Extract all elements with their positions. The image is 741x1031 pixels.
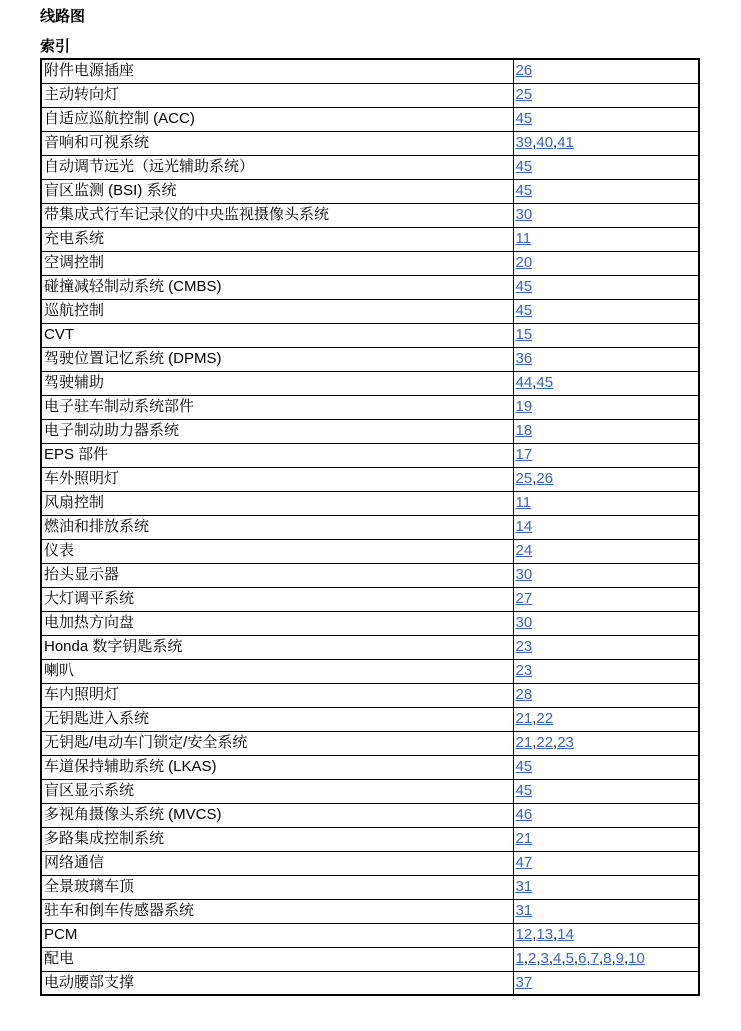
- page-link[interactable]: 14: [515, 518, 533, 535]
- page-link[interactable]: 20: [515, 254, 533, 271]
- page-link[interactable]: 11: [515, 230, 532, 247]
- index-item-label: 风扇控制: [41, 491, 513, 515]
- page-link[interactable]: 6: [578, 950, 587, 967]
- index-row: [41, 131, 699, 155]
- page-link[interactable]: 25: [515, 470, 533, 487]
- page-links: [513, 659, 699, 683]
- page-link[interactable]: 37: [515, 973, 533, 991]
- index-item-label: 巡航控制: [41, 299, 513, 323]
- index-row: [41, 515, 699, 539]
- page-links: [513, 851, 699, 875]
- index-item-label: 驾驶位置记忆系统 (DPMS): [41, 347, 513, 371]
- page-link[interactable]: 31: [515, 902, 533, 919]
- page-link-separator: ,: [553, 134, 558, 151]
- page-links: [513, 59, 699, 83]
- index-row: [41, 779, 699, 803]
- index-item-label: 无钥匙进入系统: [41, 707, 513, 731]
- page-links: [513, 395, 699, 419]
- index-item-label: 电加热方向盘: [41, 611, 513, 635]
- index-row: [41, 923, 699, 947]
- page-links: [513, 155, 699, 179]
- index-row: [41, 371, 699, 395]
- index-item-label: 空调控制: [41, 251, 513, 275]
- index-row: [41, 971, 699, 995]
- page-links: [513, 875, 699, 899]
- index-row: [41, 251, 699, 275]
- index-row: [41, 851, 699, 875]
- index-item-label: 充电系统: [41, 227, 513, 251]
- page-link[interactable]: 21: [515, 830, 533, 847]
- page-link[interactable]: 1: [515, 950, 524, 967]
- page-link-separator: ,: [532, 374, 537, 391]
- page-links: [513, 275, 699, 299]
- index-row: [41, 83, 699, 107]
- page-links: [513, 467, 699, 491]
- page-link-separator: ,: [573, 950, 579, 967]
- index-item-label: 全景玻璃车顶: [41, 875, 513, 899]
- index-row: [41, 659, 699, 683]
- index-item-label: 音响和可视系统: [41, 131, 513, 155]
- index-row: [41, 731, 699, 755]
- index-row: [41, 299, 699, 323]
- index-row: [41, 227, 699, 251]
- page-links: [513, 83, 699, 107]
- page-link[interactable]: 36: [515, 350, 533, 367]
- page-links: [513, 755, 699, 779]
- index-item-label: 配电: [41, 947, 513, 971]
- index-item-label: 自适应巡航控制 (ACC): [41, 107, 513, 131]
- page-links: [513, 251, 699, 275]
- index-row: [41, 563, 699, 587]
- page-link[interactable]: 15: [515, 326, 533, 343]
- index-item-label: 抬头显示器: [41, 563, 513, 587]
- page-links: [513, 827, 699, 851]
- page-link-separator: ,: [532, 926, 537, 943]
- index-row: [41, 443, 699, 467]
- index-item-label: 盲区显示系统: [41, 779, 513, 803]
- index-item-label: 大灯调平系统: [41, 587, 513, 611]
- page-link[interactable]: 27: [515, 590, 533, 607]
- page-link[interactable]: 18: [515, 422, 533, 439]
- index-row: [41, 275, 699, 299]
- page-link[interactable]: 28: [515, 686, 533, 703]
- index-row: [41, 467, 699, 491]
- index-item-label: 碰撞减轻制动系统 (CMBS): [41, 275, 513, 299]
- page-link[interactable]: 45: [515, 182, 533, 199]
- page-link[interactable]: 47: [515, 854, 533, 871]
- page-links: [513, 227, 699, 251]
- page-link-separator: ,: [536, 950, 541, 967]
- index-item-label: 盲区监测 (BSI) 系统: [41, 179, 513, 203]
- page-link[interactable]: 40: [536, 134, 554, 151]
- index-item-label: Honda 数字钥匙系统: [41, 635, 513, 659]
- page-link-separator: ,: [561, 950, 566, 967]
- page-link[interactable]: 44: [515, 374, 533, 391]
- page-link[interactable]: 24: [515, 542, 533, 559]
- index-item-label: 带集成式行车记录仪的中央监视摄像头系统: [41, 203, 513, 227]
- index-row: [41, 707, 699, 731]
- page-link[interactable]: 45: [515, 278, 533, 295]
- page-link[interactable]: 30: [515, 206, 533, 223]
- page-link[interactable]: 39: [515, 134, 533, 151]
- page-links: [513, 371, 699, 395]
- page-link-separator: ,: [553, 734, 558, 751]
- index-table: [40, 58, 700, 996]
- page-links: [513, 419, 699, 443]
- page-link-separator: ,: [553, 926, 558, 943]
- page-links: [513, 971, 699, 995]
- page-link-separator: ,: [532, 734, 537, 751]
- index-row: [41, 347, 699, 371]
- index-item-label: 主动转向灯: [41, 83, 513, 107]
- index-item-label: 无钥匙/电动车门锁定/安全系统: [41, 731, 513, 755]
- page-link[interactable]: 13: [536, 926, 554, 943]
- page-link[interactable]: 19: [515, 398, 533, 415]
- page-links: [513, 803, 699, 827]
- page-link[interactable]: 26: [515, 62, 533, 80]
- index-item-label: 自动调节远光（远光辅助系统）: [41, 155, 513, 179]
- index-item-label: 附件电源插座: [41, 59, 513, 83]
- page-links: [513, 515, 699, 539]
- section-title: 索引: [40, 38, 71, 55]
- index-row: [41, 611, 699, 635]
- page-link-separator: ,: [532, 134, 537, 151]
- index-item-label: 驾驶辅助: [41, 371, 513, 395]
- page-link[interactable]: 25: [515, 86, 533, 103]
- page-link[interactable]: 30: [515, 614, 533, 631]
- page-link[interactable]: 45: [536, 374, 554, 391]
- index-row: [41, 155, 699, 179]
- page-links: [513, 683, 699, 707]
- page-links: [513, 203, 699, 227]
- page-link[interactable]: 22: [536, 734, 554, 751]
- index-row: [41, 59, 699, 83]
- page-link[interactable]: 30: [515, 566, 533, 583]
- page-link-separator: ,: [611, 950, 616, 967]
- page-link[interactable]: 11: [515, 494, 532, 511]
- page-title: 线路图: [40, 8, 86, 25]
- index-row: [41, 419, 699, 443]
- page-link-separator: ,: [598, 950, 604, 967]
- page-link[interactable]: 23: [515, 638, 533, 655]
- index-item-label: 驻车和倒车传感器系统: [41, 899, 513, 923]
- page-link[interactable]: 45: [515, 782, 533, 799]
- page-links: [513, 899, 699, 923]
- page-links: [513, 323, 699, 347]
- page-links: [513, 563, 699, 587]
- index-item-label: 车道保持辅助系统 (LKAS): [41, 755, 513, 779]
- index-item-label: 车内照明灯: [41, 683, 513, 707]
- index-row: [41, 491, 699, 515]
- page-link[interactable]: 7: [590, 950, 599, 967]
- page-links: [513, 635, 699, 659]
- page-link[interactable]: 45: [515, 758, 533, 775]
- index-row: [41, 875, 699, 899]
- page-link[interactable]: 4: [553, 950, 562, 967]
- index-row: [41, 107, 699, 131]
- index-item-label: CVT: [41, 323, 513, 347]
- page-link-separator: ,: [532, 470, 537, 487]
- page-links: [513, 779, 699, 803]
- index-row: [41, 323, 699, 347]
- index-item-label: 燃油和排放系统: [41, 515, 513, 539]
- page-link[interactable]: 46: [515, 806, 533, 823]
- index-row: [41, 539, 699, 563]
- page-links: [513, 947, 699, 971]
- index-row: [41, 635, 699, 659]
- index-row: [41, 899, 699, 923]
- page-link[interactable]: 21: [515, 710, 533, 727]
- page-links: [513, 179, 699, 203]
- page-links: [513, 731, 699, 755]
- page-links: [513, 443, 699, 467]
- index-row: [41, 683, 699, 707]
- index-table-body: [41, 59, 699, 995]
- page-link-separator: ,: [532, 710, 537, 727]
- page-link-separator: ,: [586, 950, 591, 967]
- page-link[interactable]: 17: [515, 446, 533, 463]
- page-links: [513, 587, 699, 611]
- page-link-separator: ,: [523, 950, 529, 967]
- page-link[interactable]: 41: [557, 134, 574, 151]
- page-link-separator: ,: [623, 950, 629, 967]
- page-links: [513, 539, 699, 563]
- page-link[interactable]: 21: [515, 734, 533, 751]
- page-link[interactable]: 23: [557, 734, 574, 751]
- index-row: [41, 203, 699, 227]
- page-links: [513, 299, 699, 323]
- page-link[interactable]: 10: [628, 950, 645, 967]
- page-link[interactable]: 45: [515, 302, 533, 319]
- index-item-label: 电子制动助力器系统: [41, 419, 513, 443]
- index-row: [41, 827, 699, 851]
- page-links: [513, 131, 699, 155]
- page-link-separator: ,: [548, 950, 554, 967]
- index-item-label: 多视角摄像头系统 (MVCS): [41, 803, 513, 827]
- index-row: [41, 755, 699, 779]
- index-item-label: 仪表: [41, 539, 513, 563]
- index-item-label: 网络通信: [41, 851, 513, 875]
- index-item-label: 车外照明灯: [41, 467, 513, 491]
- page-links: [513, 707, 699, 731]
- page-link[interactable]: 45: [515, 110, 533, 127]
- index-row: [41, 395, 699, 419]
- page-link[interactable]: 2: [528, 950, 537, 967]
- index-row: [41, 587, 699, 611]
- page-link[interactable]: 5: [565, 950, 574, 967]
- index-item-label: 电动腰部支撑: [41, 971, 513, 995]
- index-item-label: EPS 部件: [41, 443, 513, 467]
- page-link[interactable]: 3: [540, 950, 549, 967]
- page-link[interactable]: 14: [557, 926, 574, 943]
- page-links: [513, 107, 699, 131]
- index-row: [41, 803, 699, 827]
- page-link[interactable]: 31: [515, 878, 533, 895]
- page-link[interactable]: 12: [515, 926, 533, 943]
- page-links: [513, 923, 699, 947]
- page-link[interactable]: 45: [515, 158, 533, 175]
- page-links: [513, 611, 699, 635]
- index-row: [41, 179, 699, 203]
- page-links: [513, 491, 699, 515]
- page-link[interactable]: 23: [515, 662, 533, 679]
- index-item-label: 多路集成控制系统: [41, 827, 513, 851]
- index-row: [41, 947, 699, 971]
- index-item-label: 电子驻车制动系统部件: [41, 395, 513, 419]
- index-item-label: PCM: [41, 923, 513, 947]
- index-item-label: 喇叭: [41, 659, 513, 683]
- page-link[interactable]: 8: [603, 950, 612, 967]
- page-links: [513, 347, 699, 371]
- page-link[interactable]: 22: [536, 710, 554, 727]
- page-link[interactable]: 9: [615, 950, 624, 967]
- page-link[interactable]: 26: [536, 470, 554, 487]
